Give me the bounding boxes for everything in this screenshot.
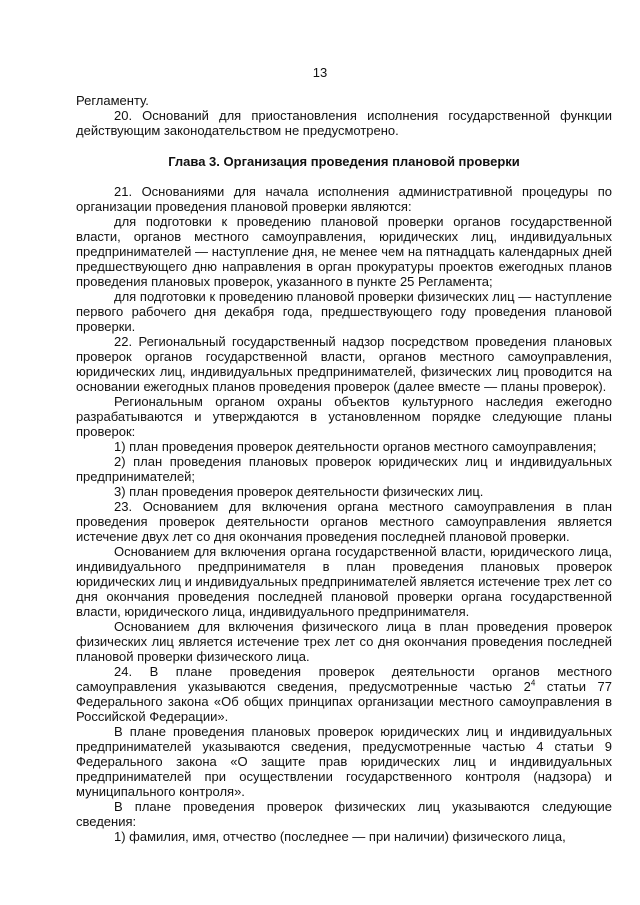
list-item: 1) план проведения проверок деятельности органов местного самоуправления; — [114, 439, 597, 454]
paragraph-24 — [76, 664, 612, 724]
paragraph: для подготовки к проведению плановой проверки физических лиц — наступление первого рабочего дня декабря года, предшествующего году проведения плановой проверки. — [76, 289, 612, 334]
paragraph-24-before: 24. В плане проведения проверок деятельности органов местного самоуправления указываются сведения, предусмотренные частью 2 — [76, 664, 612, 694]
document-body — [76, 93, 612, 844]
paragraph: Региональным органом охраны объектов культурного наследия ежегодно разрабатываются и утверждаются в установленном порядке следующие планы проверок: — [76, 394, 612, 439]
chapter-heading: Глава 3. Организация проведения плановой проверки — [168, 154, 520, 169]
paragraph: В плане проведения проверок физических лиц указываются следующие сведения: — [76, 799, 612, 829]
list-item: 2) план проведения плановых проверок юридических лиц и индивидуальных предпринимателей; — [76, 454, 612, 484]
superscript: 4 — [530, 678, 536, 688]
paragraph: для подготовки к проведению плановой проверки органов государственной власти, органов местного самоуправления, юридических лиц, индивидуальных предпринимателей — наступление дня, не менее чем на пятнадцать календарных дней предшествующего дню направления в орган прокуратуры проектов ежегодных планов проведения плановых проверок, указанного в пункте 25 Регламента; — [76, 214, 612, 289]
paragraph: Основанием для включения физического лица в план проведения проверок физических лиц является истечение трех лет со дня окончания проведения последней плановой проверки физического лица. — [76, 619, 612, 664]
paragraph: Регламенту. — [76, 93, 149, 108]
list-item: 3) план проведения проверок деятельности физических лиц. — [114, 484, 484, 499]
paragraph: 22. Региональный государственный надзор посредством проведения плановых проверок органов государственной власти, органов местного самоуправления, юридических лиц, индивидуальных предпринимателей, физических лиц проводится на основании ежегодных планов проведения проверок (далее вместе — планы проверок). — [76, 334, 612, 394]
paragraph: 23. Основанием для включения органа местного самоуправления в план проведения проверок деятельности органов местного самоуправления является истечение двух лет со дня окончания проведения последней плановой проверки. — [76, 499, 612, 544]
page-number: 13 — [312, 65, 328, 80]
paragraph: В плане проведения плановых проверок юридических лиц и индивидуальных предпринимателей указываются сведения, предусмотренные частью 4 статьи 9 Федерального закона «О защите прав юридических лиц и индивидуальных предпринимателей при осуществлении государственного контроля (надзора) и муниципального контроля». — [76, 724, 612, 799]
paragraph: Основанием для включения органа государственной власти, юридического лица, индивидуального предпринимателя в план проведения плановых проверок юридических лиц и индивидуальных предпринимателей является истечение трех лет со дня окончания проведения последней плановой проверки органа государственной власти, юридического лица, индивидуального предпринимателя. — [76, 544, 612, 619]
list-item: 1) фамилия, имя, отчество (последнее — при наличии) физического лица, — [114, 829, 566, 844]
paragraph-24-after: статьи 77 Федерального закона «Об общих принципах организации местного самоуправления в Российской Федерации». — [76, 679, 612, 724]
paragraph: 20. Оснований для приостановления исполнения государственной функции действующим законодательством не предусмотрено. — [76, 108, 612, 138]
paragraph: 21. Основаниями для начала исполнения административной процедуры по организации проведения плановой проверки являются: — [76, 184, 612, 214]
